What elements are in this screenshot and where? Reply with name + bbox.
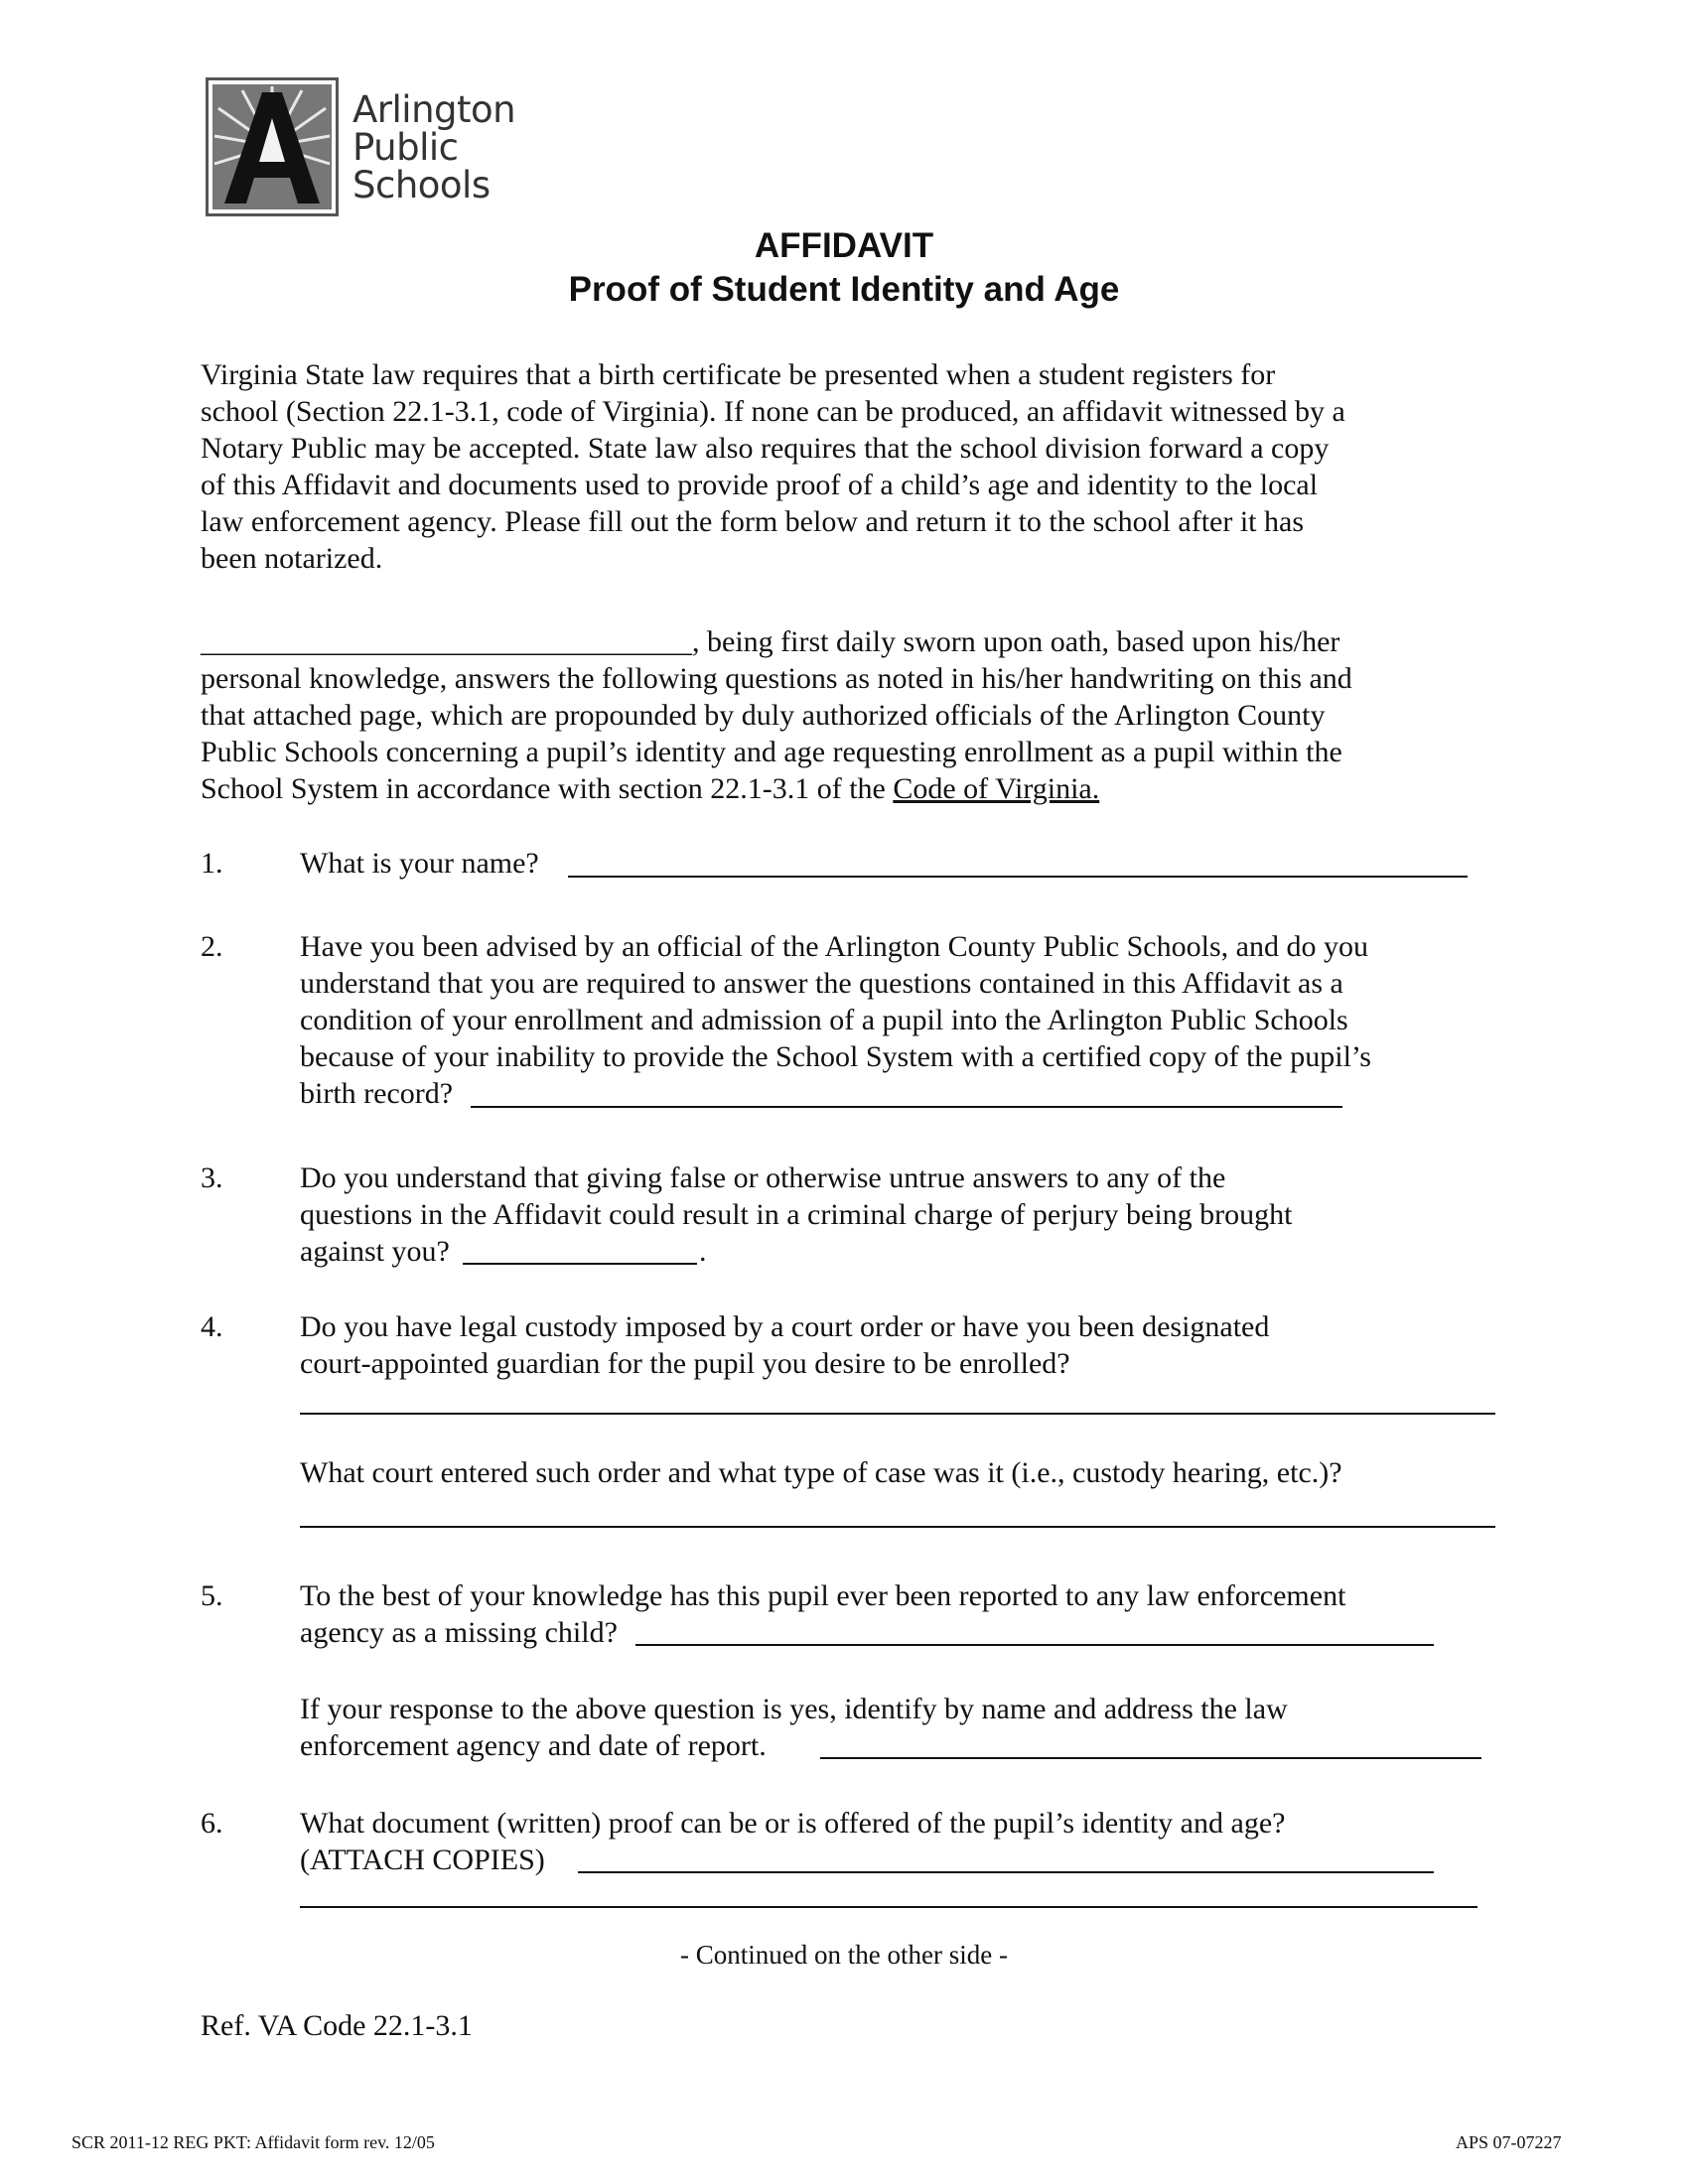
oath-line: Public Schools concerning a pupil’s identity and age requesting enrollment as a pupil within the xyxy=(201,736,1342,768)
q6-text: What document (written) proof can be or is offered of the pupil’s identity and age? (ATTACH COPIES) xyxy=(300,1807,1286,1876)
oath-paragraph xyxy=(201,623,1491,807)
q5-number: 5. xyxy=(201,1579,223,1612)
q3-number: 3. xyxy=(201,1161,223,1194)
intro-line: law enforcement agency. Please fill out the form below and return it to the school after it has xyxy=(201,505,1305,538)
logo-line-3: Schools xyxy=(352,164,491,206)
code-of-virginia-ref: Code of Virginia. xyxy=(893,772,1100,805)
q3-end-period: . xyxy=(699,1235,707,1268)
logo-a-icon xyxy=(206,77,339,216)
q2-number: 2. xyxy=(201,930,223,963)
oath-line: School System in accordance with section 22.1-3.1 of the xyxy=(201,772,894,805)
q4-follow-text: What court entered such order and what type of case was it (i.e., custody hearing, etc.)? xyxy=(300,1456,1342,1489)
q4-court-answer-field[interactable] xyxy=(300,1526,1495,1528)
q1-number: 1. xyxy=(201,847,223,880)
q2-text: Have you been advised by an official of the Arlington County Public Schools, and do you understand that you are required to answer the questions contained in this Affidavit as a condition of your enrollment and admission of a pupil into the Arlington Public Schools because of your inability to provide the School System with a certified copy of the pupil’s birth record? xyxy=(300,930,1371,1110)
intro-line: been notarized. xyxy=(201,542,383,575)
q6-answer-field-2[interactable] xyxy=(300,1906,1477,1908)
q4-text: Do you have legal custody imposed by a court order or have you been designated court-appointed guardian for the pupil you desire to be enrolled? xyxy=(300,1310,1270,1380)
q5-answer-field[interactable] xyxy=(635,1644,1434,1646)
intro-line: Notary Public may be accepted. State law also requires that the school division forward a copy xyxy=(201,432,1330,465)
oath-line: , being first daily sworn upon oath, based upon his/her xyxy=(692,625,1340,658)
intro-paragraph xyxy=(201,356,1491,577)
ref-code: Ref. VA Code 22.1-3.1 xyxy=(201,2009,473,2042)
q3-answer-field[interactable] xyxy=(463,1263,697,1265)
intro-line: Virginia State law requires that a birth certificate be presented when a student registers for xyxy=(201,358,1276,391)
logo-line-1: Arlington xyxy=(352,88,516,131)
logo-text xyxy=(352,88,516,206)
affiant-name-blank[interactable]: _________________________________ xyxy=(201,625,692,658)
q6-answer-field[interactable] xyxy=(578,1871,1434,1873)
intro-line: of this Affidavit and documents used to provide proof of a child’s age and identity to the local xyxy=(201,469,1319,501)
intro-line: school (Section 22.1-3.1, code of Virginia). If none can be produced, an affidavit witnessed by a xyxy=(201,395,1345,428)
school-logo xyxy=(206,77,515,216)
q6-number: 6. xyxy=(201,1807,223,1840)
q3-text: Do you understand that giving false or otherwise untrue answers to any of the questions in the Affidavit could result in a criminal charge of perjury being brought against you? xyxy=(300,1161,1293,1268)
q5-agency-answer-field[interactable] xyxy=(820,1757,1481,1759)
q4-number: 4. xyxy=(201,1310,223,1343)
q1-answer-field[interactable] xyxy=(568,876,1468,878)
q5-text: To the best of your knowledge has this pupil ever been reported to any law enforcement agency as a missing child? xyxy=(300,1579,1346,1649)
q2-answer-field[interactable] xyxy=(471,1106,1342,1108)
q1-text: What is your name? xyxy=(300,847,539,880)
q5-follow-text: If your response to the above question is yes, identify by name and address the law enforcement agency and date of report. xyxy=(300,1693,1288,1762)
q4-answer-field[interactable] xyxy=(300,1413,1495,1415)
page-title: AFFIDAVIT xyxy=(754,226,934,265)
oath-line: personal knowledge, answers the following questions as noted in his/her handwriting on this and xyxy=(201,662,1352,695)
footer-left: SCR 2011-12 REG PKT: Affidavit form rev. 12/05 xyxy=(71,2132,435,2152)
logo-line-2: Public xyxy=(352,126,459,169)
continued-note: - Continued on the other side - xyxy=(680,1940,1008,1970)
oath-line: that attached page, which are propounded by duly authorized officials of the Arlington County xyxy=(201,699,1326,732)
footer-right: APS 07-07227 xyxy=(1456,2132,1562,2152)
page-subtitle: Proof of Student Identity and Age xyxy=(568,270,1120,309)
